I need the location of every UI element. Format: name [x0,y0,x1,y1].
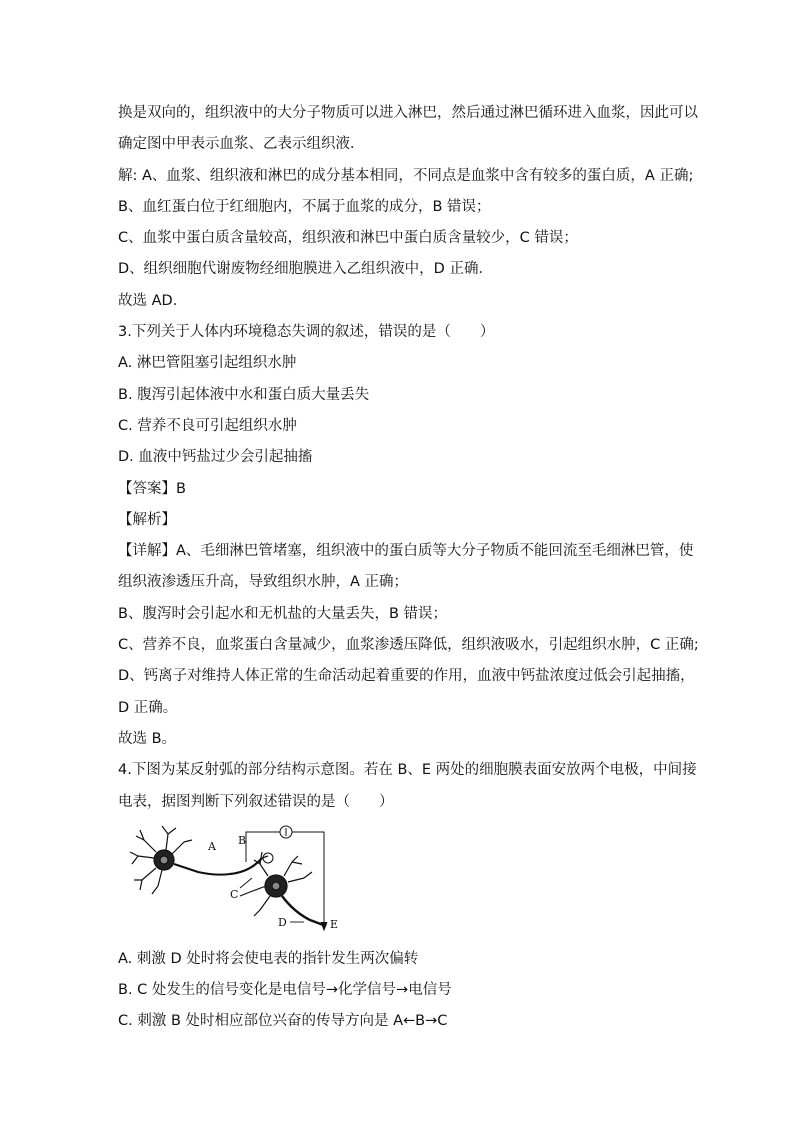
text-line: B、血红蛋白位于红细胞内，不属于血浆的成分，B 错误； [118,198,491,215]
text-line: D、组织细胞代谢废物经细胞膜进入乙组织液中，D 正确． [118,261,493,278]
text-line: 换是双向的，组织液中的大分子物质可以进入淋巴，然后通过淋巴循环进入血浆，因此可以 [118,105,698,121]
neuron-1 [130,826,268,894]
reflex-arc-figure [126,822,366,936]
question-4-option-a: A. 刺激 D 处时将会使电表的指针发生两次偏转 [118,950,419,967]
question-4-stem-cont: 电表，据图判断下列叙述错误的是（ ） [118,793,394,810]
text-line: B、腹泻时会引起水和无机盐的大量丢失，B 错误； [118,605,448,622]
question-4-option-b: B. C 处发生的信号变化是电信号→化学信号→电信号 [118,982,452,999]
question-3-stem: 3.下列关于人体内环境稳态失调的叙述，错误的是（ ） [118,324,495,341]
text-line: 确定图中甲表示血浆、乙表示组织液． [118,136,365,153]
label-b: B [238,833,247,847]
text-line: 故选 B。 [118,730,177,747]
neuron-2 [240,852,326,926]
analysis-label: 【解析】 [118,511,176,528]
answer-label: 【答案】B [118,480,186,497]
label-a: A [208,839,216,853]
text-line: D、钙离子对维持人体正常的生命活动起着重要的作用，血液中钙盐浓度过低会引起抽搐， [118,668,695,685]
question-3-option-a: A. 淋巴管阻塞引起组织水肿 [118,355,297,372]
text-line: 组织液渗透压升高，导致组织水肿，A 正确； [118,574,409,591]
label-e: E [330,917,339,931]
question-3-option-b: B. 腹泻引起体液中水和蛋白质大量丢失 [118,386,370,403]
question-4-stem: 4.下图为某反射弧的部分结构示意图。若在 B、E 两处的细胞膜表面安放两个电极，中间接 [118,762,697,779]
question-3-option-c: C. 营养不良可引起组织水肿 [118,417,297,434]
text-line: D 正确。 [118,699,178,716]
text-line: 解: A、血浆、组织液和淋巴的成分基本相同，不同点是血浆中含有较多的蛋白质，A 正确; [118,167,694,184]
question-4-option-c: C. 刺激 B 处时相应部位兴奋的传导方向是 A←B→C [118,1013,448,1030]
text-line: C、血浆中蛋白质含量较高，组织液和淋巴中蛋白质含量较少，C 错误； [118,230,578,247]
text-line: 【详解】A、毛细淋巴管堵塞，组织液中的蛋白质等大分子物质不能回流至毛细淋巴管，使 [118,543,694,560]
document-body [118,98,699,1038]
electrode-circuit [246,826,327,930]
label-c: C [230,887,239,901]
label-d: D [278,915,287,929]
question-3-option-d: D. 血液中钙盐过少会引起抽搐 [118,449,313,466]
text-line: C、营养不良，血浆蛋白含量减少，血浆渗透压降低，组织液吸水，引起组织水肿，C 正确; [118,637,699,654]
text-line: 故选 AD． [118,292,188,309]
